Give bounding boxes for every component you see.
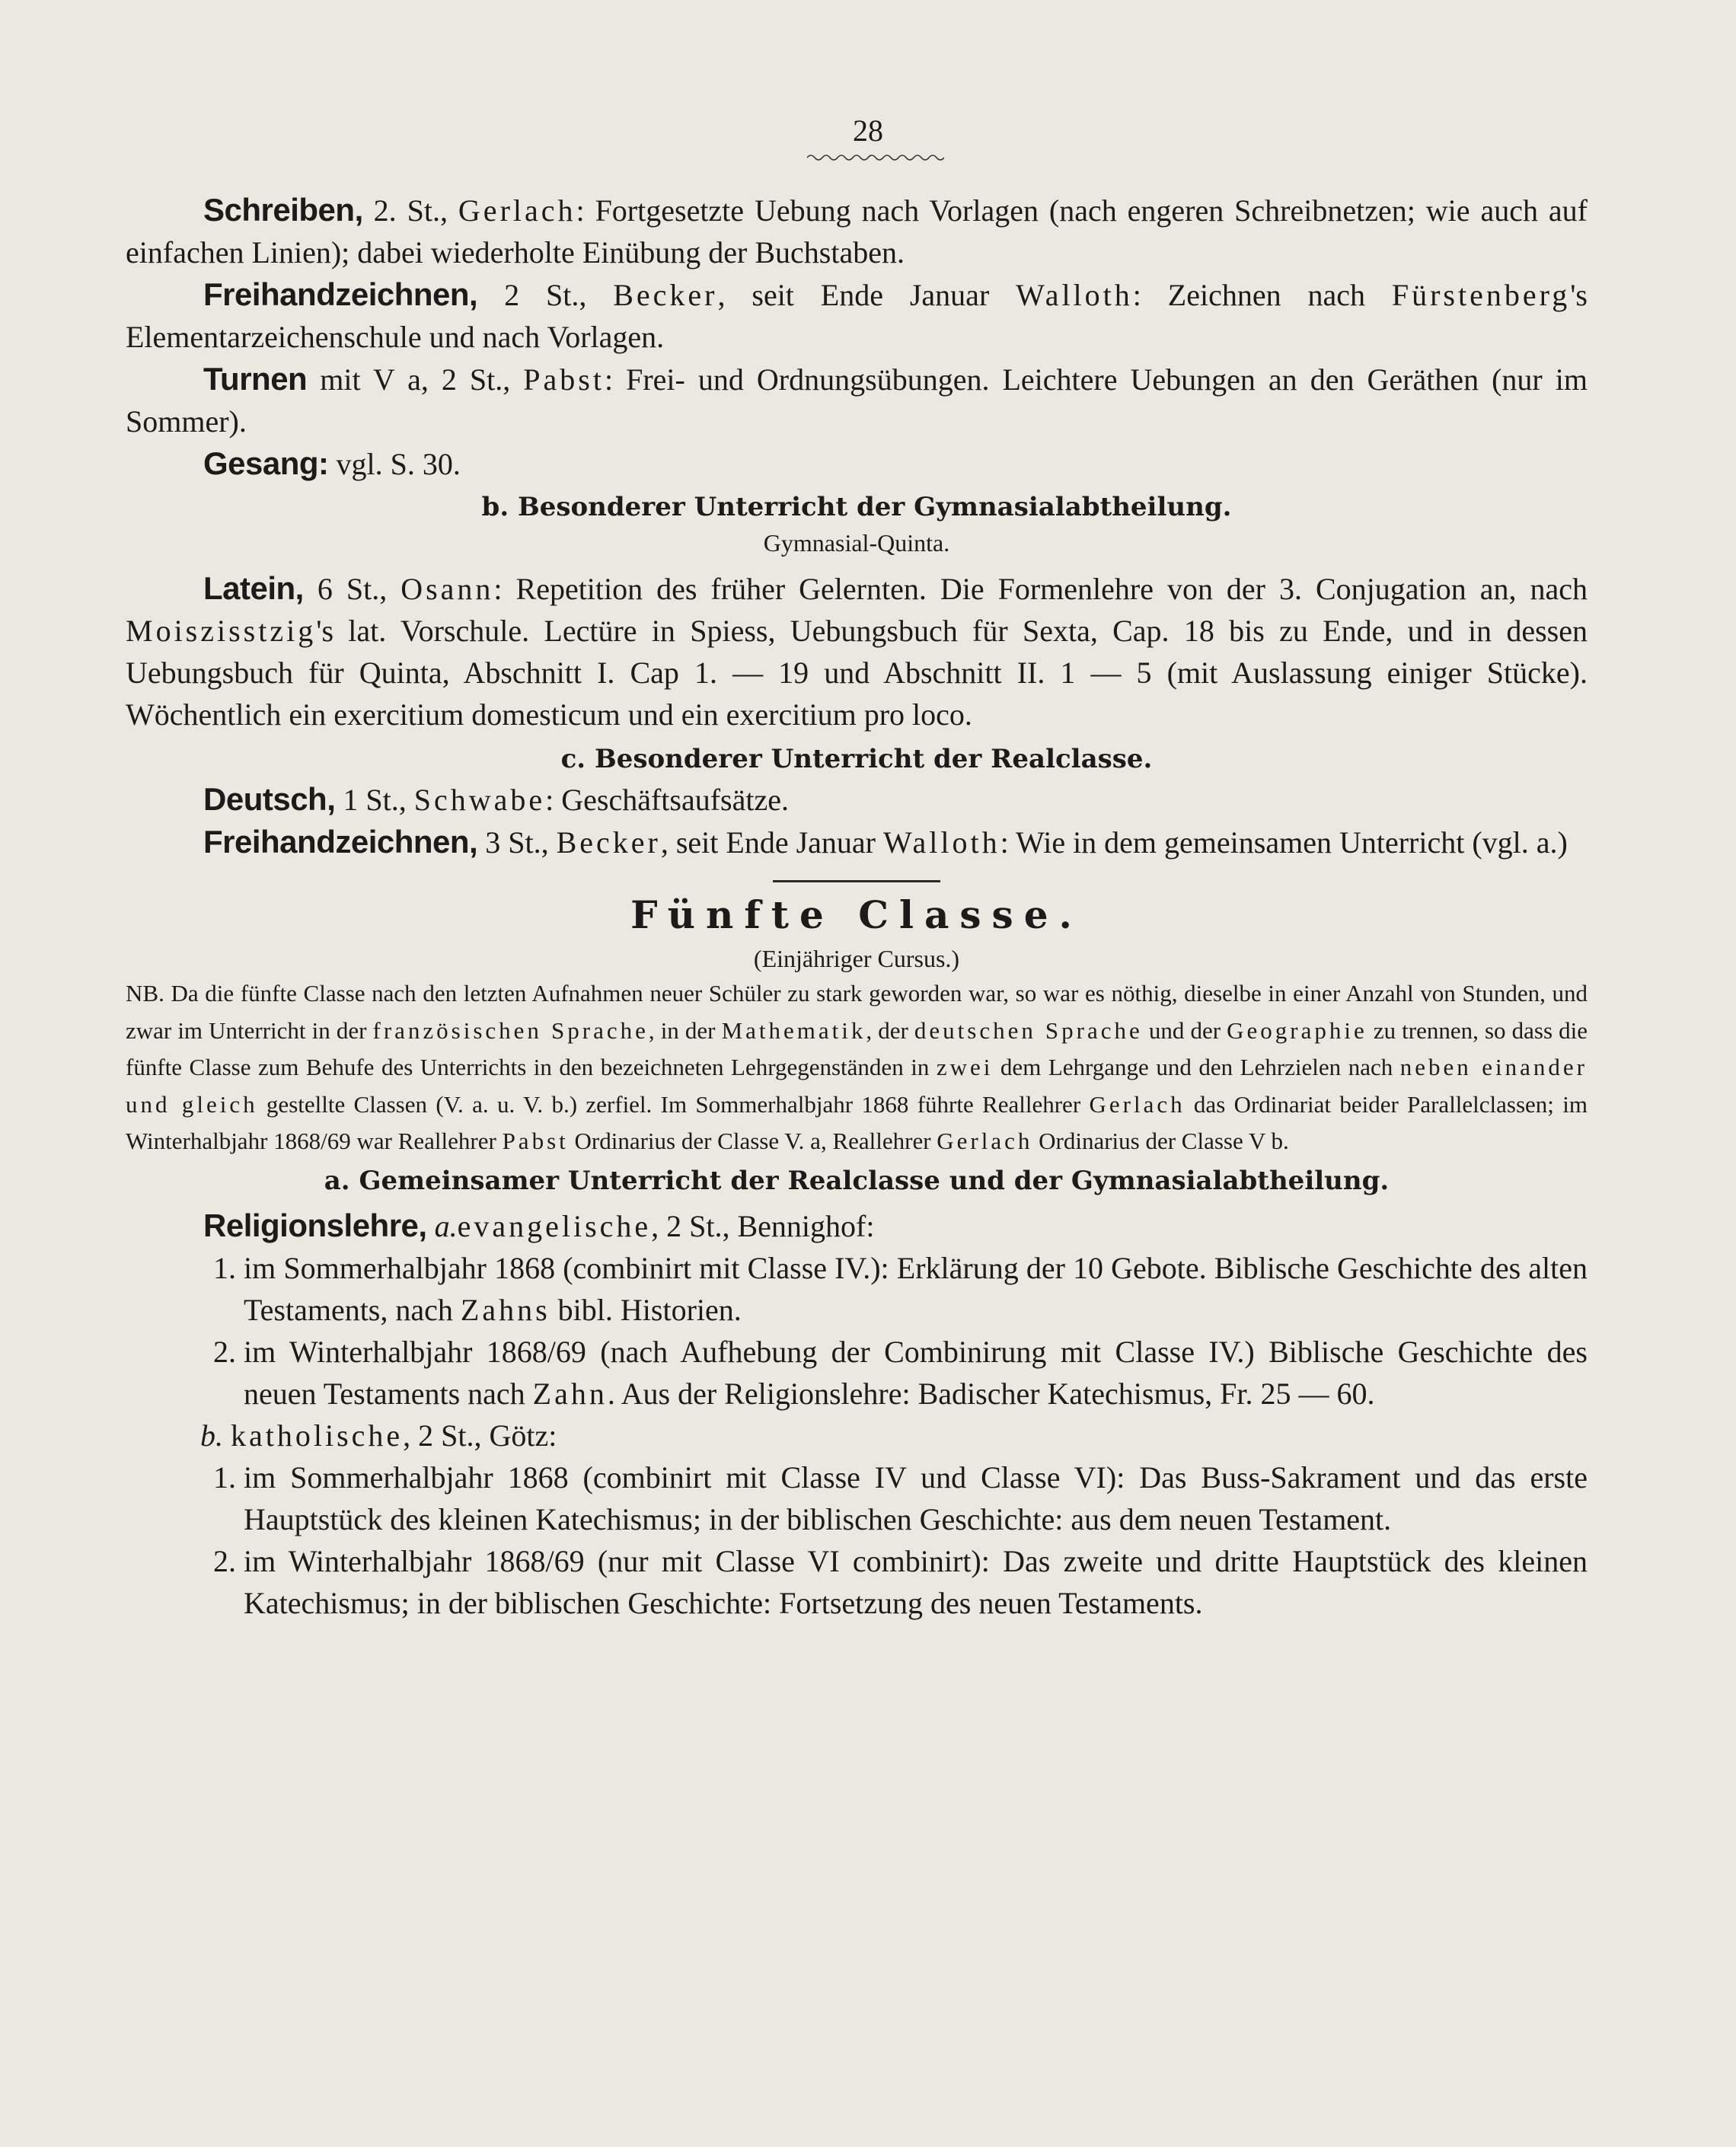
teacher-name: Becker	[556, 825, 661, 860]
teacher-name: Bennighof	[737, 1208, 866, 1243]
freihandzeichnen-paragraph: Freihandzeichnen, 2 St., Becker, seit Ende Januar Walloth: Zeichnen nach Fürstenberg's Elementarzeichenschule und nach Vorlagen.	[126, 276, 1588, 354]
subject-label: Turnen	[203, 361, 308, 397]
gesang-paragraph: Gesang: vgl. S. 30.	[203, 445, 461, 481]
subject-label: Latein,	[203, 570, 304, 606]
latein-paragraph: Latein, 6 St., Osann: Repetition des früher Gelernten. Die Formenlehre von der 3. Conjugation an, nach Moiszisstzig's lat. Vorschule. Lectüre in Spiess, Uebungsbuch für Sexta, Cap. 18 bis zu Ende, und in dessen Uebungsbuch für Quinta, Abschnitt I. Cap 1. — 19 und Abschnitt II. 1 — 5 (mit Auslassung einiger Stücke). Wöchentlich ein exercitium domesticum und ein exercitium pro loco.	[126, 570, 1588, 732]
teacher-name: Walloth	[1016, 278, 1133, 312]
section-heading-a: a. Gemeinsamer Unterricht der Realclasse und der Gymnasialabtheilung.	[324, 1165, 1390, 1196]
religionslehre-heading: Religionslehre, a.evangelische, 2 St., Bennighof:	[203, 1207, 875, 1243]
nb-note: NB. Da die fünfte Classe nach den letzten Aufnahmen neuer Schüler zu stark geworden war, so war es nöthig, dieselbe in einer Anzahl von Stunden, und zwar im Unterricht in der französischen Sprache, in der Mathematik, der deutschen Sprache und der Geographie zu trennen, so dass die fünfte Classe zum Behufe des Unterrichts in den bezeichneten Lehrgegenständen in zwei dem Lehrgange und den Lehrzielen nach neben einander und gleich gestellte Classen (V. a. u. V. b.) zerfiel. Im Sommerhalbjahr 1868 führte Reallehrer Gerlach das Ordinariat beider Parallelclassen; im Winterhalbjahr 1868/69 war Reallehrer Pabst Ordinarius der Classe V. a, Reallehrer Gerlach Ordinarius der Classe V b.	[126, 980, 1588, 1154]
subject-label: Deutsch,	[203, 781, 336, 817]
page-content	[126, 189, 1588, 1624]
subject-label: Freihandzeichnen,	[203, 276, 478, 312]
freihandzeichnen-real-paragraph: Freihandzeichnen, 3 St., Becker, seit Ende Januar Walloth: Wie in dem gemeinsamen Unterricht (vgl. a.)	[203, 824, 1568, 860]
subject-label: Schreiben,	[203, 192, 363, 228]
section-heading-b: b. Besonderer Unterricht der Gymnasialabtheilung.	[481, 492, 1232, 522]
katholische-heading: b. katholische, 2 St., Götz:	[200, 1418, 557, 1453]
gymnasial-quinta-label: Gymnasial-Quinta.	[763, 529, 950, 557]
wavy-rule	[807, 152, 944, 163]
teacher-name: Schwabe	[413, 783, 546, 817]
section-divider	[773, 880, 940, 882]
author-name: Fürstenberg	[1391, 278, 1571, 312]
list-item: 1. im Sommerhalbjahr 1868 (combinirt mit Classe IV und Classe VI): Das Buss-Sakrament und das erste Hauptstück des kleinen Katechismus; in der biblischen Geschichte: aus dem neuen Testament.	[213, 1460, 1588, 1536]
turnen-paragraph: Turnen mit V a, 2 St., Pabst: Frei- und Ordnungsübungen. Leichtere Uebungen an den Geräthen (nur im Sommer).	[126, 361, 1588, 439]
teacher-name: Gerlach	[458, 193, 576, 228]
author-name: Moiszisstzig	[126, 614, 317, 648]
subject-label: Religionslehre,	[203, 1207, 427, 1243]
list-item: 1. im Sommerhalbjahr 1868 (combinirt mit Classe IV.): Erklärung der 10 Gebote. Biblische Geschichte des alten Testaments, nach Zahns bibl. Historien.	[213, 1250, 1588, 1327]
list-item: 2. im Winterhalbjahr 1868/69 (nach Aufhebung der Combinirung mit Classe IV.) Biblische Geschichte des neuen Testaments nach Zahn. Aus der Religionslehre: Badischer Katechismus, Fr. 25 — 60.	[213, 1334, 1588, 1411]
section-heading-c: c. Besonderer Unterricht der Realclasse.	[560, 744, 1153, 774]
teacher-name: Walloth	[883, 825, 1000, 860]
subject-label: Gesang:	[203, 445, 329, 481]
teacher-name: Pabst	[523, 362, 605, 397]
deutsch-paragraph: Deutsch, 1 St., Schwabe: Geschäftsaufsätze.	[203, 781, 789, 817]
list-item: 2. im Winterhalbjahr 1868/69 (nur mit Classe VI combinirt): Das zweite und dritte Hauptstück des kleinen Katechismus; in der biblischen Geschichte: Fortsetzung des neuen Testaments.	[213, 1543, 1588, 1620]
page-number: 28	[853, 113, 883, 148]
cursus-label: (Einjähriger Cursus.)	[753, 945, 960, 972]
subject-label: Freihandzeichnen,	[203, 824, 478, 860]
class-title: Fünfte Classe.	[630, 892, 1083, 937]
teacher-name: Osann	[400, 572, 494, 606]
teacher-name: Becker	[613, 278, 718, 312]
schreiben-paragraph: Schreiben, 2. St., Gerlach: Fortgesetzte Uebung nach Vorlagen (nach engeren Schreibnetzen; wie auch auf einfachen Linien); dabei wiederholte Einübung der Buchstaben.	[126, 192, 1588, 270]
